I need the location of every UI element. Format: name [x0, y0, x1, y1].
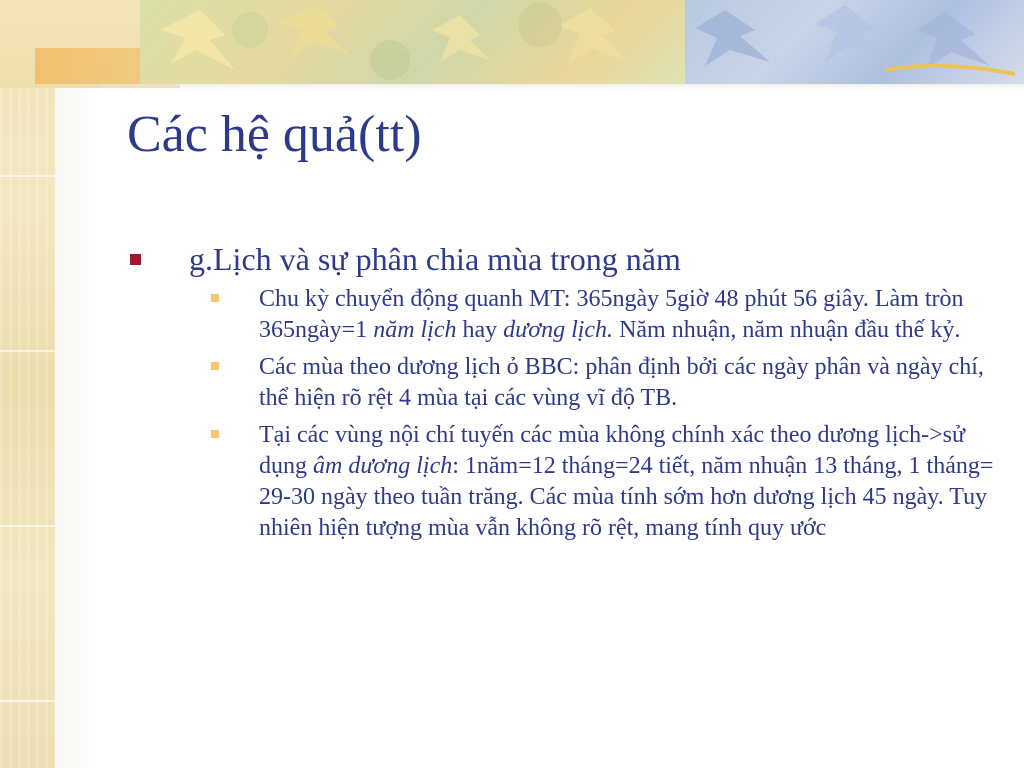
banner-shadow	[100, 84, 1024, 90]
square-bullet-icon	[211, 294, 219, 302]
sub-bullet-text: Tại các vùng nội chí tuyến các mùa không chính xác theo dương lịch->sử dụng âm dương lịch: 1năm=12 tháng=24 tiết, năm nhuận 13 tháng, 1 tháng= 29-30 ngày theo tuần trăng. Các mùa tính sớm hơn dương lịch 45 ngày. Tuy nhiên hiện tượng mùa vẫn không rõ rệt, mang tính quy ước	[259, 422, 994, 542]
main-bullet-item	[127, 240, 997, 278]
sub-bullet-item-2	[127, 352, 997, 414]
sub-bullet-item-1	[127, 284, 997, 346]
left-fade-band	[55, 0, 100, 768]
main-bullet-text: g.Lịch và sự phân chia mùa trong năm	[189, 241, 681, 277]
square-bullet-icon	[211, 430, 219, 438]
top-decorative-banner	[0, 0, 1024, 88]
sub-bullet-text: Các mùa theo dương lịch ỏ BBC: phân định bởi các ngày phân và ngày chí, thể hiện rõ rệt 4 mùa tại các vùng vĩ độ TB.	[259, 354, 984, 412]
slide-title: Các hệ quả(tt)	[127, 106, 422, 163]
slide-content	[127, 240, 997, 550]
sub-bullet-item-3	[127, 420, 997, 544]
left-decorative-strip	[0, 0, 55, 768]
square-bullet-icon	[211, 362, 219, 370]
blue-leaf-decoration	[685, 0, 1024, 84]
square-bullet-icon	[130, 254, 141, 265]
sub-bullet-text: Chu kỳ chuyển động quanh MT: 365ngày 5giờ 48 phút 56 giây. Làm tròn 365ngày=1 năm lịch hay dương lịch. Năm nhuận, năm nhuận đầu thế kỷ.	[259, 286, 964, 344]
leaf-decoration	[140, 0, 685, 84]
